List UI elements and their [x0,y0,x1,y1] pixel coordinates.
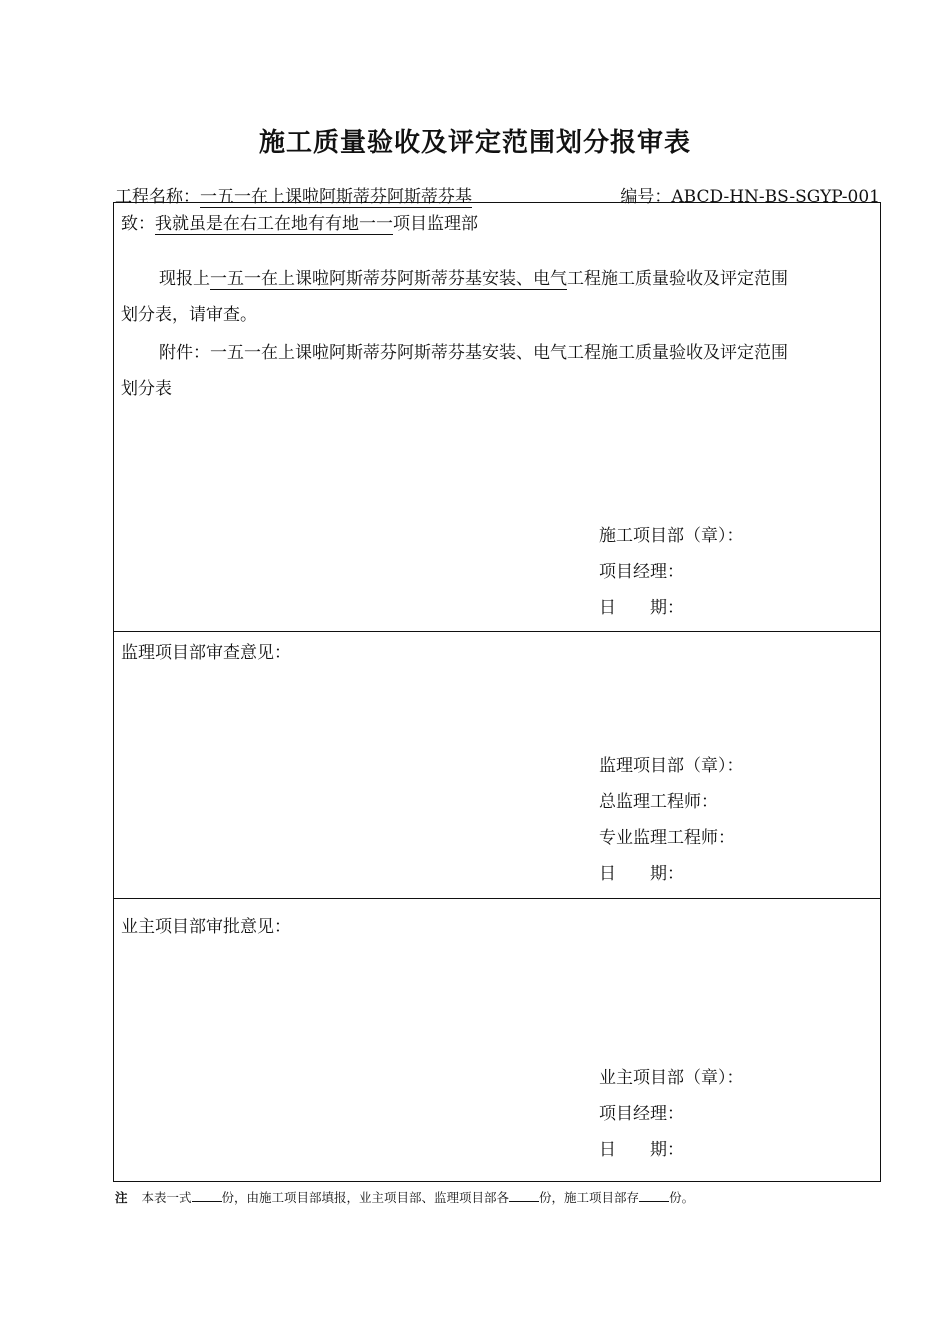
report-line-2: 划分表，请审查。 [121,305,257,325]
copies-blank [192,1190,222,1202]
recipient-label: 致： [121,214,155,234]
project-name-value: 一五一在上课啦阿斯蒂芬阿斯蒂芬基 [200,187,472,207]
recipient-suffix: 项目监理部 [393,214,478,234]
footnote-part-4: 份。 [669,1190,695,1205]
footnote-part-3: 份，施工项目部存 [539,1190,640,1205]
project-name-label: 工程名称： [115,187,200,207]
form-code-label: 编号： [620,187,672,207]
owner-manager-sign: 项目经理： [599,1104,684,1124]
specialist-supervisor-sign: 专业监理工程师： [599,828,735,848]
copies-blank [639,1190,669,1202]
footnote-label: 注 [115,1190,128,1205]
recipient-value: 我就虽是在右工在地有有地一一 [155,214,393,234]
footnote-part-1: 本表一式 [141,1190,192,1205]
submission-date: 日 期： [599,598,684,618]
report-line-1 [159,261,788,297]
owner-dept-seal: 业主项目部（章）： [599,1068,744,1088]
form-title: 施工质量验收及评定范围划分报审表 [258,128,691,158]
construction-dept-seal: 施工项目部（章）： [599,526,744,546]
form-code-value: ABCD-HN-BS-SGYP-001 [671,187,880,207]
supervision-date: 日 期： [599,864,684,884]
owner-date: 日 期： [599,1140,684,1160]
supervision-dept-seal: 监理项目部（章）： [599,756,744,776]
footnote-part-2: 份，由施工项目部填报，业主项目部、监理项目部各 [221,1190,510,1205]
report-prefix: 现报上 [159,269,210,289]
report-project: 一五一在上课啦阿斯蒂芬阿斯蒂芬基安装、电气 [210,269,567,289]
attachment-line-2: 划分表 [121,379,172,399]
construction-submission-section [113,202,881,632]
recipient-line [121,206,478,242]
chief-supervisor-sign: 总监理工程师： [599,792,718,812]
owner-approval-section [113,898,881,1182]
project-manager-sign: 项目经理： [599,562,684,582]
footnote [115,1188,694,1206]
copies-blank [509,1190,539,1202]
report-rest: 工程施工质量验收及评定范围 [567,269,788,289]
attachment-line-1: 附件：一五一在上课啦阿斯蒂芬阿斯蒂芬基安装、电气工程施工质量验收及评定范围 [159,343,788,363]
supervision-heading: 监理项目部审查意见： [121,643,291,663]
owner-heading: 业主项目部审批意见： [121,917,291,937]
supervision-review-section [113,631,881,899]
